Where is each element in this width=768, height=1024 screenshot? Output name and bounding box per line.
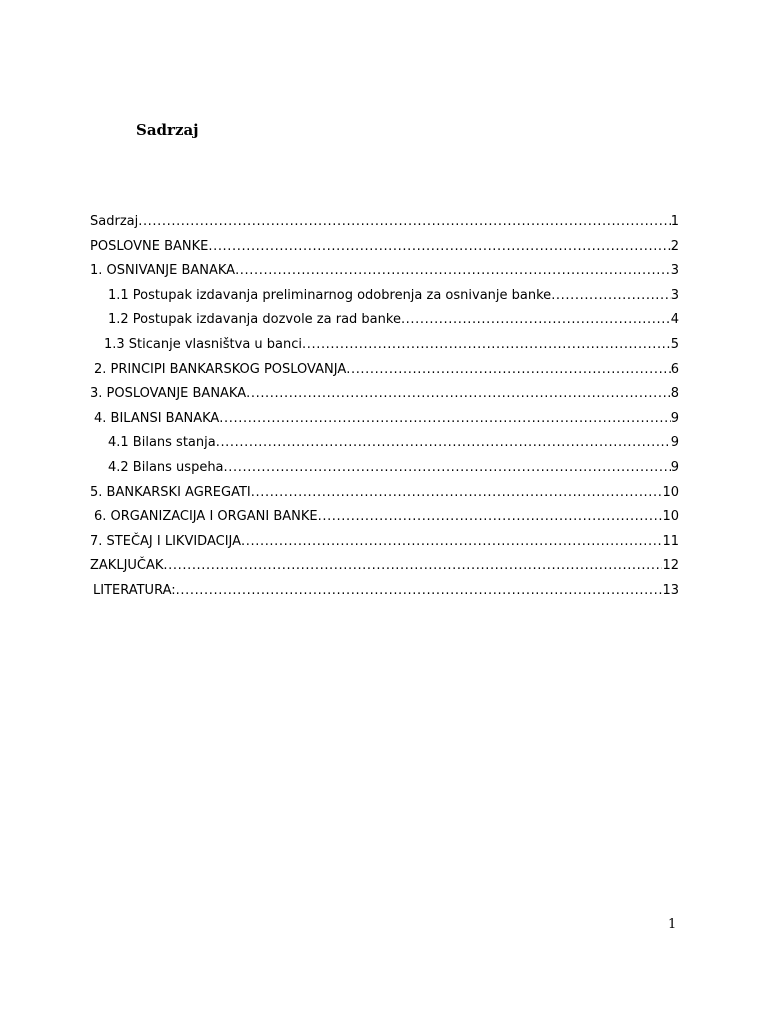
toc-entry-title: 1.2 Postupak izdavanja dozvole za rad banke (108, 312, 401, 328)
toc-dot-leader (246, 382, 671, 407)
toc-entry-preliminarno-odobrenje[interactable] (90, 284, 679, 309)
toc-entry-title: 1.3 Sticanje vlasništva u banci (104, 336, 303, 352)
toc-entry-principi-poslovanja[interactable] (90, 358, 679, 383)
toc-entry-title: LITERATURA: (93, 582, 176, 598)
toc-entry-page: 9 (670, 459, 679, 475)
toc-entry-title: 4.1 Bilans stanja (108, 435, 216, 451)
toc-entry-bilans-stanja[interactable] (90, 431, 679, 456)
toc-entry-bilansi-banaka[interactable] (90, 407, 679, 432)
toc-dot-leader (138, 210, 671, 235)
toc-entry-bilans-uspeha[interactable] (90, 456, 679, 481)
toc-entry-stecaj-likvidacija[interactable] (90, 530, 679, 555)
toc-entry-page: 3 (670, 263, 679, 279)
toc-entry-page: 1 (670, 214, 679, 229)
toc-entry-page: 2 (670, 238, 679, 254)
toc-entry-page: 9 (670, 435, 679, 451)
toc-entry-page: 4 (670, 312, 679, 328)
toc-dot-leader (208, 235, 670, 260)
toc-entry-page: 12 (662, 558, 679, 574)
toc-entry-title: Sadrzaj (90, 214, 139, 229)
toc-dot-leader (224, 456, 671, 481)
toc-entry-poslovne-banke[interactable] (90, 235, 679, 260)
toc-entry-poslovanje-banaka[interactable] (90, 382, 679, 407)
toc-entry-page: 5 (670, 336, 679, 352)
toc-dot-leader (235, 259, 671, 284)
toc-entry-dozvola-za-rad[interactable] (90, 308, 679, 333)
toc-entry-page: 6 (670, 361, 679, 377)
toc-heading: Sadrzaj (136, 121, 199, 139)
toc-entry-page: 9 (670, 410, 679, 426)
toc-entry-bankarski-agregati[interactable] (90, 481, 679, 506)
toc-entry-title: ZAKLJUČAK (90, 558, 164, 574)
toc-entry-page: 10 (662, 509, 679, 525)
toc-entry-title: 6. ORGANIZACIJA I ORGANI BANKE (94, 509, 318, 525)
toc-entry-page: 3 (670, 287, 679, 303)
toc-dot-leader (216, 431, 671, 456)
toc-dot-leader (346, 358, 670, 383)
toc-dot-leader (163, 554, 662, 579)
toc-dot-leader (551, 284, 671, 309)
toc-entry-sadrzaj[interactable] (90, 210, 679, 235)
toc-entry-literatura[interactable] (90, 579, 679, 604)
toc-dot-leader (318, 505, 663, 530)
toc-entry-page: 10 (662, 484, 679, 500)
toc-dot-leader (219, 407, 670, 432)
toc-entry-zakljucak[interactable] (90, 554, 679, 579)
toc-dot-leader (251, 481, 663, 506)
toc-entry-title: 4.2 Bilans uspeha (108, 459, 224, 475)
toc-entry-osnivanje-banaka[interactable] (90, 259, 679, 284)
toc-entry-title: POSLOVNE BANKE (90, 238, 209, 254)
toc-dot-leader (401, 308, 671, 333)
toc-entry-organizacija-banke[interactable] (90, 505, 679, 530)
toc-entry-page: 11 (662, 533, 679, 549)
toc-dot-leader (302, 333, 671, 358)
toc-entry-title: 2. PRINCIPI BANKARSKOG POSLOVANJA (94, 361, 347, 377)
toc-dot-leader (176, 579, 663, 604)
toc-entry-title: 1.1 Postupak izdavanja preliminarnog odobrenja za osnivanje banke (108, 287, 552, 303)
toc-entry-sticanje-vlasnistva[interactable] (90, 333, 679, 358)
toc-entry-title: 7. STEČAJ I LIKVIDACIJA (90, 533, 242, 549)
page-number: 1 (668, 917, 677, 932)
toc-entry-page: 8 (670, 386, 679, 402)
toc-entry-title: 1. OSNIVANJE BANAKA (90, 263, 236, 279)
toc-dot-leader (241, 530, 662, 555)
toc-entry-title: 4. BILANSI BANAKA (94, 410, 220, 426)
toc-entry-title: 3. POSLOVANJE BANAKA (90, 386, 247, 402)
toc-entry-page: 13 (662, 582, 679, 598)
table-of-contents (90, 210, 679, 604)
toc-entry-title: 5. BANKARSKI AGREGATI (90, 484, 251, 500)
